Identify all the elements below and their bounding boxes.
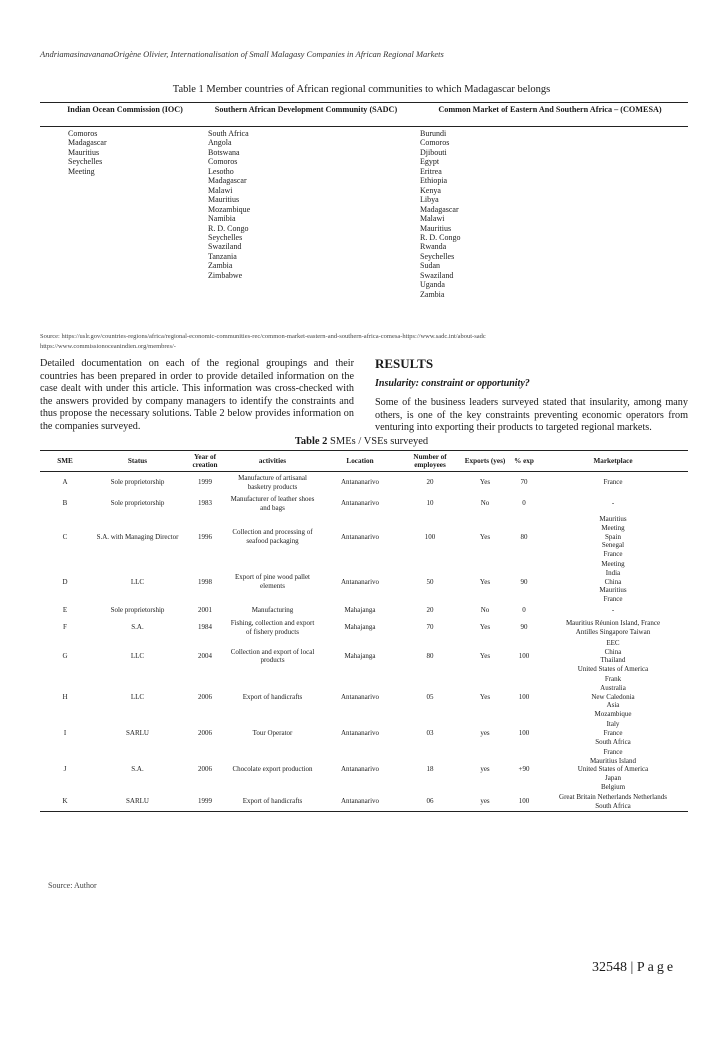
col-header-exports: Exports (yes) bbox=[460, 451, 510, 472]
cell-activity: Collection and export of local products bbox=[230, 647, 315, 665]
table1-comesa-country: Egypt bbox=[420, 157, 440, 167]
table1-header-comesa: Common Market of Eastern And Southern Africa – (COMESA) bbox=[438, 105, 662, 114]
cell-marketplace bbox=[538, 792, 688, 812]
cell-year: 1998 bbox=[198, 577, 212, 586]
cell-status: S.A. bbox=[131, 623, 144, 632]
cell-activity: Export of handicrafts bbox=[225, 792, 320, 812]
table1-comesa-country: R. D. Congo bbox=[420, 232, 461, 242]
cell-status: LLC bbox=[130, 692, 145, 701]
table1-comesa-country: Seychelles bbox=[420, 251, 455, 261]
cell-marketplace bbox=[538, 472, 688, 494]
cell-sme-id: K bbox=[40, 792, 90, 812]
market-entry: Belgium bbox=[600, 782, 626, 791]
table-row bbox=[40, 559, 688, 604]
cell-marketplace bbox=[538, 747, 688, 792]
table1-column-ioc bbox=[68, 129, 107, 176]
market-entry: Mauritius Réunion Island, France bbox=[565, 618, 661, 627]
cell-employees: 06 bbox=[400, 792, 460, 812]
table1-sadc-country: Zambia bbox=[208, 261, 233, 271]
cell-status: Sole proprietorship bbox=[110, 499, 165, 508]
table1-sadc-country: R. D. Congo bbox=[208, 223, 249, 233]
market-entry: France bbox=[603, 478, 623, 487]
market-entry: Spain bbox=[605, 532, 621, 541]
page-number-separator: | bbox=[630, 960, 634, 975]
cell-status: SARLU bbox=[90, 792, 185, 812]
market-entry: France bbox=[603, 549, 623, 558]
cell-sme-id: A bbox=[62, 478, 68, 487]
cell-employees: 10 bbox=[426, 499, 434, 508]
cell-activity: Manufacture of artisanal basketry products bbox=[238, 474, 307, 491]
cell-year: 2006 bbox=[198, 765, 212, 774]
cell-marketplace bbox=[538, 493, 688, 514]
cell-location: Antananarivo bbox=[320, 792, 400, 812]
table-row bbox=[40, 617, 688, 638]
cell-employees: 03 bbox=[426, 729, 434, 738]
table1-comesa-country: Malawi bbox=[420, 214, 445, 224]
cell-pct-export: 70 bbox=[520, 478, 528, 487]
market-entry: Japan bbox=[605, 774, 621, 782]
table1-ioc-country: Meeting bbox=[68, 166, 95, 176]
cell-sme-id: H bbox=[62, 692, 68, 701]
cell-sme-id: C bbox=[62, 532, 68, 541]
cell-year: 2001 bbox=[198, 606, 212, 615]
cell-marketplace bbox=[538, 719, 688, 747]
cell-pct-export: 100 bbox=[518, 729, 530, 738]
cell-location: Mahajanga bbox=[344, 651, 376, 660]
table1-sadc-country: Botswana bbox=[208, 147, 240, 157]
cell-year: 2006 bbox=[198, 692, 212, 701]
table-row bbox=[40, 493, 688, 514]
market-entry: - bbox=[611, 606, 615, 615]
market-entry: South Africa bbox=[595, 737, 631, 746]
table1-comesa-country: Rwanda bbox=[420, 242, 447, 252]
cell-employees: 05 bbox=[426, 692, 434, 701]
market-entry: France bbox=[603, 594, 623, 603]
market-entry: Asia bbox=[606, 701, 620, 710]
table1-header-rule bbox=[40, 126, 688, 127]
cell-location: Antananarivo bbox=[340, 532, 380, 541]
cell-year: 2004 bbox=[198, 651, 212, 660]
market-entry: - bbox=[611, 499, 615, 508]
table-row bbox=[40, 792, 688, 812]
cell-pct-export: 0 bbox=[522, 606, 526, 615]
cell-activity: Manufacturer of leather shoes and bags bbox=[230, 495, 315, 512]
page-number bbox=[592, 960, 676, 976]
cell-employees: 70 bbox=[426, 623, 434, 632]
cell-exports: No bbox=[480, 499, 490, 508]
table1-sadc-country: Zimbabwe bbox=[208, 270, 243, 280]
cell-activity: Fishing, collection and export of fishery products bbox=[230, 618, 315, 636]
table-row bbox=[40, 719, 688, 747]
col-header-status: Status bbox=[90, 451, 185, 472]
market-entry: Antilles Singapore Taiwan bbox=[575, 627, 651, 636]
cell-year: 1999 bbox=[198, 478, 212, 487]
cell-sme-id: E bbox=[62, 606, 68, 615]
table1-sadc-country: Lesotho bbox=[208, 166, 234, 176]
table1-comesa-country: Zambia bbox=[420, 289, 445, 299]
cell-sme-id: G bbox=[62, 651, 68, 660]
cell-activity: Manufacturing bbox=[251, 606, 294, 615]
market-entry: France bbox=[603, 748, 623, 757]
cell-exports: Yes bbox=[479, 532, 491, 541]
cell-pct-export: 100 bbox=[518, 651, 530, 660]
cell-marketplace bbox=[538, 617, 688, 638]
table-row bbox=[40, 747, 688, 792]
market-entry: Italy bbox=[606, 720, 620, 729]
table1-source-url: https://www.commissionoceanindien.org/membres/- bbox=[40, 343, 176, 350]
table2-caption-label: Table 2 bbox=[294, 436, 328, 447]
cell-activity: Export of handicrafts bbox=[242, 692, 303, 701]
table1-comesa-country: Kenya bbox=[420, 185, 441, 195]
cell-marketplace bbox=[538, 559, 688, 604]
market-entry: Frank bbox=[604, 675, 622, 684]
cell-status: SARLU bbox=[126, 729, 149, 738]
market-entry: Mauritius Island bbox=[589, 756, 637, 765]
table1-sadc-country: Seychelles bbox=[208, 232, 243, 242]
table1-sadc-country: South Africa bbox=[208, 129, 249, 138]
cell-status: LLC bbox=[130, 577, 145, 586]
page-number-value: 32548 bbox=[592, 960, 627, 975]
col-header-pct-export: % exp bbox=[510, 451, 538, 472]
table2-source: Source: Author bbox=[48, 881, 97, 890]
table1-ioc-country: Mauritius bbox=[68, 147, 100, 157]
cell-location: Antananarivo bbox=[340, 765, 380, 774]
cell-location: Mahajanga bbox=[344, 623, 376, 632]
cell-location: Antananarivo bbox=[340, 499, 380, 508]
cell-sme-id: F bbox=[63, 623, 67, 632]
market-entry: China bbox=[604, 577, 622, 586]
cell-employees: 18 bbox=[426, 765, 434, 774]
cell-employees: 80 bbox=[426, 651, 434, 660]
insularity-subheading: Insularity: constraint or opportunity? bbox=[375, 378, 530, 389]
table1-comesa-country: Djibouti bbox=[420, 147, 447, 157]
table1-sadc-country: Mauritius bbox=[208, 195, 240, 205]
running-header: AndriamasinavananaOrigène Olivier, Internationalisation of Small Malagasy Companies in African Regional Markets bbox=[40, 49, 444, 59]
cell-exports: Yes bbox=[479, 651, 491, 660]
table1-sadc-country: Madagascar bbox=[208, 176, 247, 186]
cell-status: S.A. with Managing Director bbox=[96, 532, 179, 541]
market-entry: Mauritius bbox=[599, 586, 627, 595]
table1-comesa-country: Burundi bbox=[420, 129, 447, 138]
table1-comesa-country: Eritrea bbox=[420, 166, 442, 176]
cell-pct-export: 80 bbox=[520, 532, 528, 541]
cell-status: LLC bbox=[130, 651, 145, 660]
cell-employees: 50 bbox=[426, 577, 434, 586]
cell-year: 1999 bbox=[185, 792, 225, 812]
cell-employees: 20 bbox=[426, 606, 434, 615]
market-entry: Meeting bbox=[601, 523, 625, 532]
market-entry: India bbox=[605, 568, 621, 577]
table1-sadc-country: Tanzania bbox=[208, 251, 237, 261]
cell-activity: Tour Operator bbox=[252, 729, 293, 738]
table-row bbox=[40, 514, 688, 559]
cell-status: Sole proprietorship bbox=[110, 478, 165, 487]
market-entry: South Africa bbox=[595, 801, 631, 810]
cell-pct-export: 90 bbox=[520, 623, 528, 632]
cell-activity: Export of pine wood pallet elements bbox=[234, 573, 311, 590]
body-left-paragraph: Detailed documentation on each of the regional groupings and their countries has been prepared in order to provide detailed information on the case dealt with under this article. This information was cross-checked with the answers provided by company managers to identify the constraints and thus propose the necessary solutions. Table 2 below provides information on the companies surveyed. bbox=[40, 358, 354, 432]
cell-sme-id: B bbox=[62, 499, 68, 508]
cell-status: Sole proprietorship bbox=[110, 606, 165, 615]
table1-comesa-country: Swaziland bbox=[420, 270, 454, 280]
cell-pct-export: 90 bbox=[520, 577, 528, 586]
table1-sadc-country: Comoros bbox=[208, 157, 238, 167]
cell-employees: 20 bbox=[426, 478, 434, 487]
market-entry: Senegal bbox=[601, 541, 625, 550]
table1-source: Source: https://uslr.gov/countries-regions/africa/regional-economic-communities-rec/common-market-eastern-and-southern-africa-comesa-https://www.sadc.int/about-sadc bbox=[40, 333, 486, 340]
cell-exports: No bbox=[480, 606, 490, 615]
cell-pct-export: 0 bbox=[522, 499, 526, 508]
cell-year: 1996 bbox=[198, 532, 212, 541]
table1-ioc-country: Seychelles bbox=[68, 157, 103, 167]
cell-exports: Yes bbox=[479, 692, 491, 701]
cell-year: 1984 bbox=[198, 623, 212, 632]
table1-sadc-country: Mozambique bbox=[208, 204, 251, 214]
table2-header-row bbox=[40, 451, 688, 472]
market-entry: Mozambique bbox=[594, 709, 632, 718]
body-right-paragraph: Some of the business leaders surveyed stated that insularity, among many others, is one of the key constraints preventing economic operators from venturing into exporting their products to targeted regional markets. bbox=[375, 397, 688, 434]
market-entry: Great Britain Netherlands Netherlands bbox=[559, 793, 667, 802]
table1-comesa-country: Mauritius bbox=[420, 223, 452, 233]
cell-exports: Yes bbox=[479, 623, 491, 632]
col-header-location: Location bbox=[320, 451, 400, 472]
cell-marketplace bbox=[538, 604, 688, 617]
table-row bbox=[40, 472, 688, 494]
col-header-sme: SME bbox=[40, 451, 90, 472]
table-row bbox=[40, 604, 688, 617]
col-header-employees: Number of employees bbox=[400, 451, 460, 472]
cell-status: S.A. bbox=[131, 765, 144, 774]
market-entry: EEC bbox=[606, 639, 620, 648]
table2-caption bbox=[0, 436, 723, 447]
cell-marketplace bbox=[538, 514, 688, 559]
table1-sadc-country: Namibia bbox=[208, 214, 236, 224]
cell-marketplace bbox=[538, 674, 688, 719]
market-entry: Meeting bbox=[601, 560, 625, 569]
cell-exports: yes bbox=[480, 765, 490, 774]
cell-year: 1983 bbox=[198, 499, 212, 508]
market-entry: Australia bbox=[600, 684, 626, 693]
cell-location: Antananarivo bbox=[340, 577, 380, 586]
cell-pct-export: 100 bbox=[510, 792, 538, 812]
table1-top-rule bbox=[40, 102, 688, 103]
smes-table bbox=[40, 450, 688, 812]
table1-column-comesa bbox=[420, 129, 460, 299]
market-entry: New Caledonia bbox=[591, 692, 635, 701]
table1-ioc-country: Comoros bbox=[68, 129, 98, 138]
table1-comesa-country: Sudan bbox=[420, 261, 440, 271]
table1-ioc-country: Madagascar bbox=[68, 138, 107, 148]
cell-sme-id: I bbox=[63, 729, 67, 738]
cell-exports: Yes bbox=[479, 577, 491, 586]
table1-comesa-country: Libya bbox=[420, 195, 439, 205]
cell-location: Antananarivo bbox=[340, 478, 380, 487]
table1-sadc-country: Malawi bbox=[208, 185, 233, 195]
cell-exports: yes bbox=[480, 729, 490, 738]
table1-column-sadc bbox=[208, 129, 250, 280]
cell-location: Antananarivo bbox=[340, 692, 380, 701]
cell-sme-id: J bbox=[63, 765, 67, 774]
table1-comesa-country: Madagascar bbox=[420, 204, 459, 214]
cell-pct-export: +90 bbox=[518, 765, 530, 774]
table1-sadc-country: Angola bbox=[208, 138, 232, 148]
col-header-activities: activities bbox=[225, 451, 320, 472]
market-entry: Thailand bbox=[600, 656, 626, 665]
table1-comesa-country: Comoros bbox=[420, 138, 450, 148]
cell-activity: Chocolate export production bbox=[232, 765, 313, 774]
cell-exports: Yes bbox=[479, 478, 491, 487]
page-label: Page bbox=[636, 960, 677, 975]
cell-pct-export: 100 bbox=[518, 692, 530, 701]
table-row bbox=[40, 674, 688, 719]
cell-location: Antananarivo bbox=[340, 729, 380, 738]
table1-sadc-country: Swaziland bbox=[208, 242, 242, 252]
cell-location: Mahajanga bbox=[344, 606, 376, 615]
table2-caption-text: SMEs / VSEs surveyed bbox=[327, 436, 429, 447]
col-header-year: Year of creation bbox=[185, 451, 225, 472]
market-entry: Mauritius bbox=[599, 515, 627, 524]
market-entry: China bbox=[604, 647, 622, 656]
table1-header-sadc: Southern African Development Community (SADC) bbox=[214, 105, 398, 114]
market-entry: France bbox=[603, 729, 623, 738]
cell-employees: 100 bbox=[424, 532, 436, 541]
cell-marketplace bbox=[538, 638, 688, 674]
results-heading: RESULTS bbox=[375, 356, 434, 371]
market-entry: United States of America bbox=[577, 664, 649, 673]
table1-comesa-country: Uganda bbox=[420, 280, 445, 290]
table1-header-ioc: Indian Ocean Commission (IOC) bbox=[67, 105, 183, 114]
col-header-marketplace: Marketplace bbox=[538, 451, 688, 472]
market-entry: United States of America bbox=[577, 765, 649, 774]
table-row bbox=[40, 638, 688, 674]
table1-comesa-country: Ethiopia bbox=[420, 176, 448, 186]
table1-caption: Table 1 Member countries of African regional communities to which Madagascar belongs bbox=[172, 84, 551, 95]
cell-activity: Collection and processing of seafood packaging bbox=[232, 528, 313, 545]
cell-sme-id: D bbox=[62, 577, 68, 586]
cell-exports: yes bbox=[460, 792, 510, 812]
cell-year: 2006 bbox=[198, 729, 212, 738]
